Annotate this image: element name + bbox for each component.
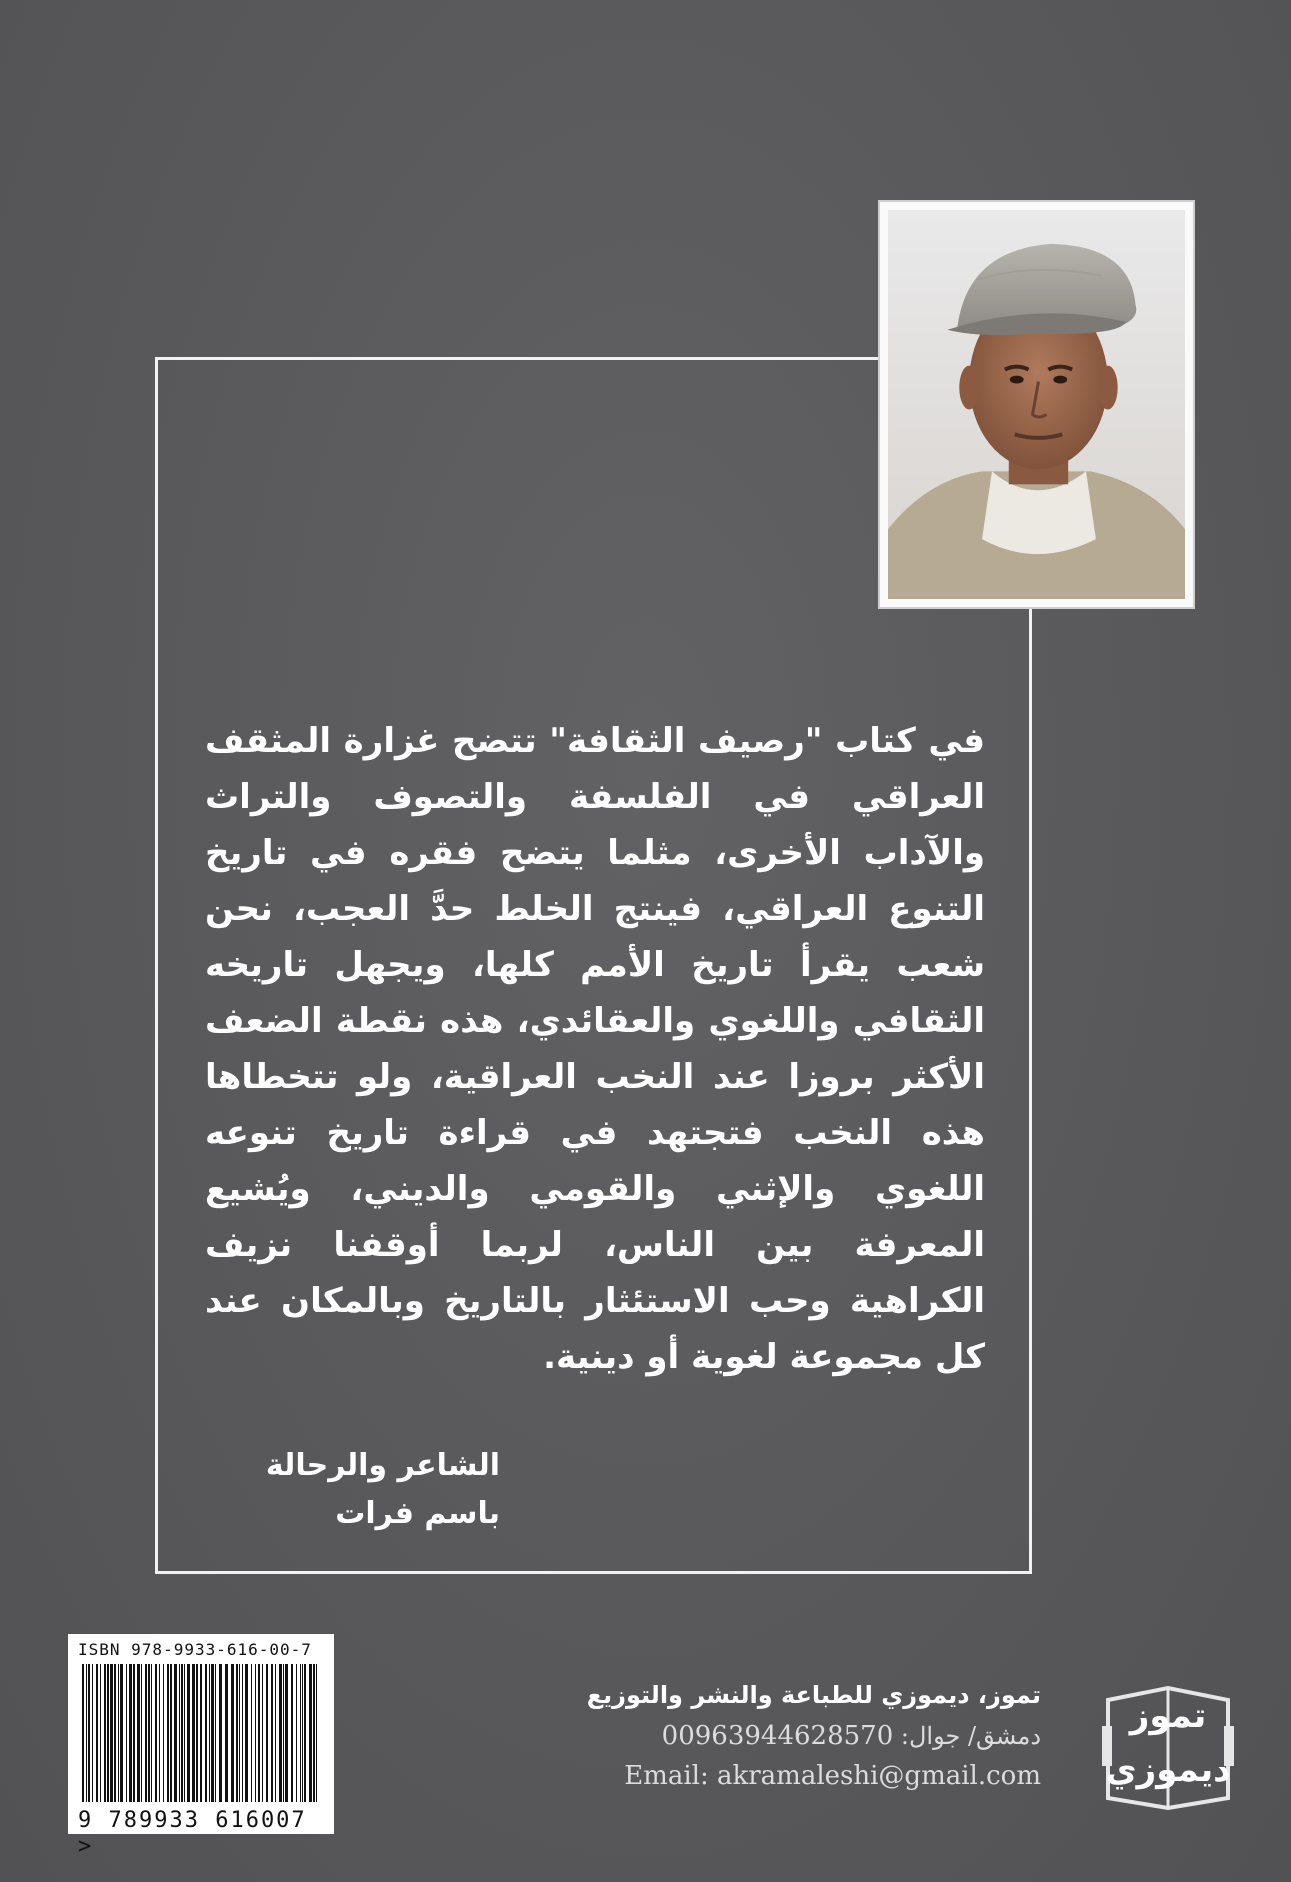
barcode-bar <box>184 1664 185 1802</box>
barcode-bar <box>148 1664 150 1802</box>
barcode-bar <box>167 1664 169 1802</box>
publisher-contact <box>381 1716 1041 1756</box>
barcode-icon <box>78 1664 324 1802</box>
barcode-bar <box>255 1664 256 1802</box>
publisher-contact-label: دمشق/ جوال: <box>900 1722 1041 1750</box>
author-role: الشاعر والرحالة <box>265 1448 500 1483</box>
barcode-bar <box>245 1664 248 1802</box>
barcode-bar <box>100 1664 101 1802</box>
barcode-bar <box>187 1664 190 1802</box>
barcode-bar <box>291 1664 293 1802</box>
book-blurb: في كتاب "رصيف الثقافة" تتضح غزارة المثقف العراقي في الفلسفة والتصوف والتراث والآداب الأخرى، مثلما يتضح فقره في تاريخ التنوع العراقي، فينتج الخلط حدَّ العجب، نحن شعب يقرأ تاريخ الأمم كلها، ويجهل تاريخه الثقافي واللغوي والعقائدي، هذه نقطة الضعف الأكثر بروزا عند النخب العراقية، ولو تتخطاها هذه النخب فتجتهد في قراءة تاريخ تنوعه اللغوي والإثني والقومي والديني، ويُشيع المعرفة بين الناس، لربما أوقفنا نزيف الكراهية وحب الاستئثار بالتاريخ وبالمكان عند كل مجموعة لغوية أو دينية. <box>205 721 985 1377</box>
barcode-bar <box>215 1664 216 1802</box>
barcode-bar <box>170 1664 172 1802</box>
logo-bottom-text: ديموزي <box>1105 1750 1231 1790</box>
barcode-bar <box>145 1664 147 1802</box>
barcode-bar <box>279 1664 282 1802</box>
barcode-bar <box>141 1664 142 1802</box>
barcode-bar <box>129 1664 132 1802</box>
barcode-bar <box>225 1664 228 1802</box>
barcode-bar <box>262 1664 263 1802</box>
barcode-bar <box>304 1664 306 1802</box>
barcode-bar <box>133 1664 135 1802</box>
isbn-digits: 9 789933 616007 > <box>78 1808 307 1859</box>
barcode-bar <box>126 1664 127 1802</box>
barcode-bar <box>283 1664 284 1802</box>
barcode-bar <box>242 1664 243 1802</box>
barcode-bar <box>96 1664 98 1802</box>
barcode-bar <box>302 1664 303 1802</box>
author-signature <box>200 1442 500 1538</box>
barcode-bar <box>316 1664 317 1802</box>
logo-top-text: تموز <box>1129 1696 1207 1736</box>
barcode-bar <box>200 1664 202 1802</box>
barcode-bar <box>205 1664 207 1802</box>
barcode-bar <box>163 1664 164 1802</box>
barcode-bar <box>300 1664 301 1802</box>
barcode-bar <box>266 1664 268 1802</box>
barcode-bar <box>120 1664 123 1802</box>
publisher-name: تموز، ديموزي للطباعة والنشر والتوزيع <box>586 1681 1041 1709</box>
barcode-bar <box>159 1664 160 1802</box>
author-name: باسم فرات <box>335 1496 500 1531</box>
barcode-bar <box>137 1664 140 1802</box>
barcode-bar <box>251 1664 252 1802</box>
barcode-bar <box>231 1664 234 1802</box>
barcode-bar <box>181 1664 183 1802</box>
barcode-bar <box>285 1664 288 1802</box>
barcode-bar <box>179 1664 180 1802</box>
barcode-bar <box>239 1664 240 1802</box>
barcode-bar <box>296 1664 297 1802</box>
barcode-bar <box>88 1664 90 1802</box>
publisher-logo <box>1098 1680 1238 1810</box>
barcode-bar <box>118 1664 119 1802</box>
barcode-bar <box>107 1664 109 1802</box>
author-portrait-image <box>888 210 1185 599</box>
barcode-bar <box>174 1664 177 1802</box>
publisher-info <box>381 1674 1041 1796</box>
barcode-bar <box>104 1664 106 1802</box>
isbn-barcode <box>68 1634 334 1859</box>
barcode-bar <box>211 1664 214 1802</box>
barcode-bar <box>219 1664 222 1802</box>
author-photo <box>878 200 1195 609</box>
barcode-bar <box>151 1664 152 1802</box>
barcode-bar <box>86 1664 87 1802</box>
barcode-bar <box>236 1664 238 1802</box>
publisher-email: Email: akramaleshi@gmail.com <box>624 1761 1041 1791</box>
barcode-bar <box>155 1664 157 1802</box>
isbn-label: ISBN 978-9933-616-00-7 <box>78 1640 312 1659</box>
barcode-bar <box>271 1664 273 1802</box>
barcode-bar <box>309 1664 312 1802</box>
barcode-bar <box>114 1664 116 1802</box>
barcode-bar <box>92 1664 93 1802</box>
barcode-bar <box>258 1664 260 1802</box>
barcode-bar <box>313 1664 315 1802</box>
barcode-bar <box>110 1664 113 1802</box>
barcode-bar <box>192 1664 195 1802</box>
barcode-bar <box>275 1664 276 1802</box>
barcode-bar <box>82 1664 84 1802</box>
publisher-phone: 00963944628570 <box>661 1721 894 1751</box>
barcode-bar <box>209 1664 210 1802</box>
barcode-bar <box>196 1664 198 1802</box>
